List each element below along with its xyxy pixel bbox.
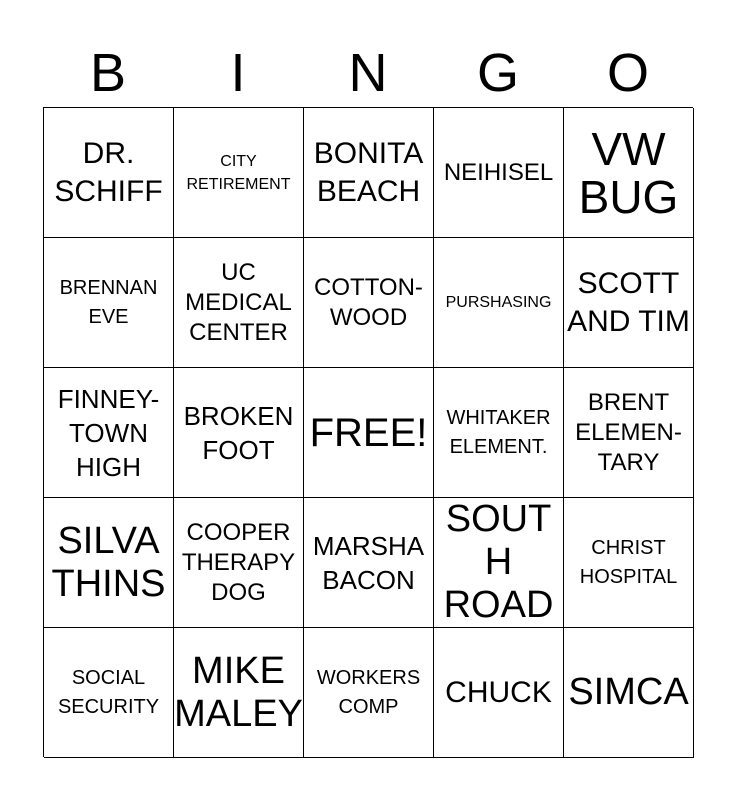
header-letter-n: N [348, 43, 388, 103]
bingo-cell-r2-c4[interactable] [434, 238, 564, 368]
header-letter-g: G [476, 43, 519, 103]
cell-label: BRENNAN EVE [59, 276, 158, 328]
bingo-cell-r1-c2[interactable] [174, 108, 304, 238]
cell-label: PURSHASING [445, 294, 552, 311]
cell-label: COTTON-WOOD [314, 273, 423, 331]
bingo-cell-r1-c3[interactable] [304, 108, 434, 238]
bingo-cell-r2-c3[interactable] [304, 238, 434, 368]
bingo-cell-r4-c5[interactable] [564, 498, 694, 628]
cell-label: BONITA BEACH [313, 136, 424, 208]
bingo-board [43, 107, 693, 757]
cell-label: WORKERS COMP [316, 666, 421, 718]
bingo-cell-r1-c4[interactable] [434, 108, 564, 238]
cell-label: BRENT ELEMEN-TARY [575, 388, 682, 476]
cell-label: NEIHISEL [443, 158, 554, 186]
bingo-cell-r2-c2[interactable] [174, 238, 304, 368]
cell-label: VW BUG [578, 122, 679, 223]
header-letter-b: B [89, 43, 127, 103]
cell-label: CHUCK [445, 675, 552, 709]
bingo-cell-r1-c1[interactable] [44, 108, 174, 238]
cell-label: MARSHA BACON [312, 530, 425, 595]
cell-label: UC MEDICAL CENTER [185, 258, 292, 346]
bingo-cell-r1-c5[interactable] [564, 108, 694, 238]
cell-label: FINNEY-TOWN HIGH [57, 383, 160, 482]
bingo-cell-r3-c3[interactable] [304, 368, 434, 498]
cell-label: COOPER THERAPY DOG [181, 518, 296, 606]
header-letter-i: I [230, 43, 246, 103]
bingo-cell-r4-c4[interactable] [434, 498, 564, 628]
bingo-cell-r4-c3[interactable] [304, 498, 434, 628]
bingo-cell-r3-c2[interactable] [174, 368, 304, 498]
cell-label: DR. SCHIFF [54, 136, 163, 208]
bingo-cell-r5-c1[interactable] [44, 628, 174, 758]
bingo-cell-r5-c5[interactable] [564, 628, 694, 758]
cell-label: SIMCA [568, 671, 689, 713]
cell-label: WHITAKER ELEMENT. [446, 406, 551, 458]
cell-label: SILVA THINS [51, 519, 166, 605]
bingo-cell-r3-c5[interactable] [564, 368, 694, 498]
bingo-cell-r4-c1[interactable] [44, 498, 174, 628]
bingo-cell-r2-c5[interactable] [564, 238, 694, 368]
cell-label: CITY RETIREMENT [186, 152, 291, 193]
bingo-cell-r3-c1[interactable] [44, 368, 174, 498]
bingo-header [43, 40, 693, 106]
cell-label: SOUTH ROAD [443, 498, 554, 626]
bingo-cell-r5-c4[interactable] [434, 628, 564, 758]
cell-label: SCOTT AND TIM [567, 266, 690, 338]
bingo-cell-r2-c1[interactable] [44, 238, 174, 368]
bingo-cell-r4-c2[interactable] [174, 498, 304, 628]
bingo-cell-r3-c4[interactable] [434, 368, 564, 498]
bingo-cell-r5-c3[interactable] [304, 628, 434, 758]
cell-label: CHRIST HOSPITAL [579, 536, 678, 588]
bingo-cell-r5-c2[interactable] [174, 628, 304, 758]
cell-label: SOCIAL SECURITY [57, 666, 160, 718]
cell-label: MIKE MALEY [174, 649, 303, 735]
cell-label: BROKEN FOOT [183, 400, 294, 465]
free-space-label: FREE! [309, 410, 428, 455]
header-letter-o: O [606, 43, 649, 103]
